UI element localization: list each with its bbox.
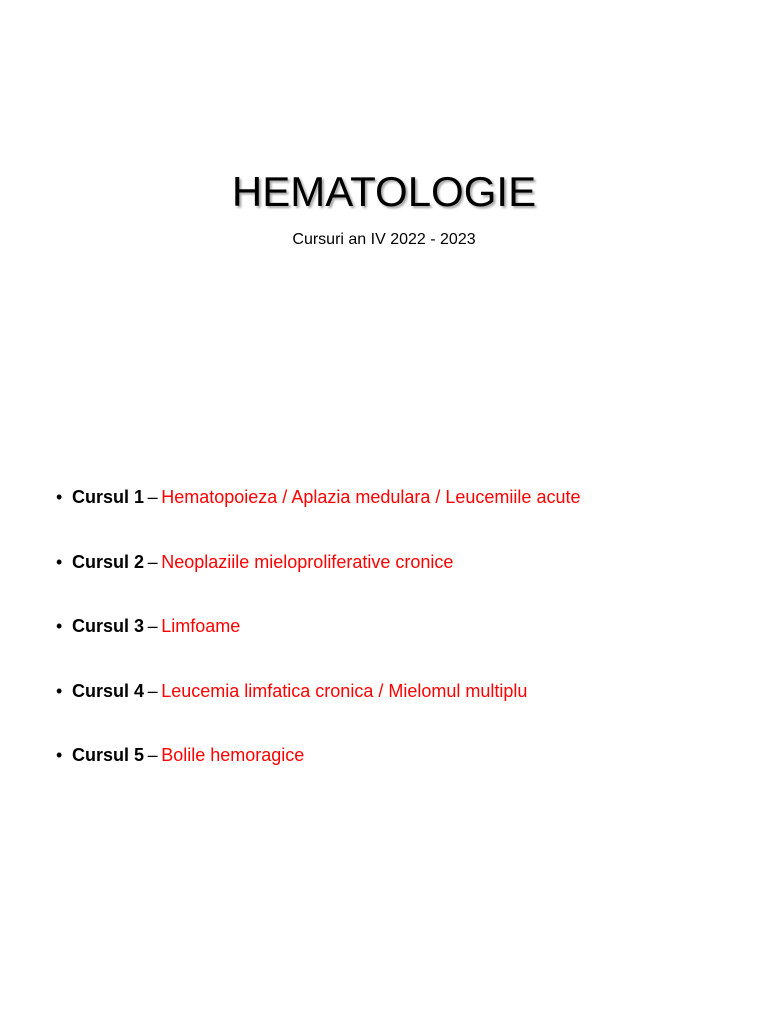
course-topic: Bolile hemoragice (161, 745, 305, 765)
list-item-course-5 (56, 743, 746, 767)
list-item-course-4 (56, 679, 746, 703)
list-item-course-1 (56, 485, 746, 509)
course-separator: – (147, 680, 158, 701)
course-separator: – (147, 551, 158, 572)
course-list (56, 485, 746, 808)
bullet-icon: • (56, 745, 63, 765)
course-topic: Limfoame (161, 616, 241, 636)
list-item-course-2 (56, 550, 746, 574)
bullet-icon: • (56, 487, 63, 507)
course-topic: Neoplaziile mieloproliferative cronice (161, 551, 454, 572)
course-label: Cursul 4 (72, 680, 145, 701)
course-label: Cursul 5 (72, 745, 145, 765)
course-separator: – (147, 616, 158, 636)
course-topic: Hematopoieza / Aplazia medulara / Leucemiile acute (161, 487, 581, 507)
page-subtitle: Cursuri an IV 2022 - 2023 (292, 231, 476, 248)
bullet-icon: • (56, 551, 63, 572)
course-topic: Leucemia limfatica cronica / Mielomul multiplu (161, 680, 528, 701)
course-separator: – (147, 487, 158, 507)
list-item-course-3 (56, 614, 746, 638)
course-label: Cursul 3 (72, 616, 145, 636)
page-title: HEMATOLOGIE (231, 168, 537, 215)
bullet-icon: • (56, 680, 63, 701)
course-separator: – (147, 745, 158, 765)
course-label: Cursul 1 (72, 487, 145, 507)
course-label: Cursul 2 (72, 551, 145, 572)
bullet-icon: • (56, 616, 63, 636)
